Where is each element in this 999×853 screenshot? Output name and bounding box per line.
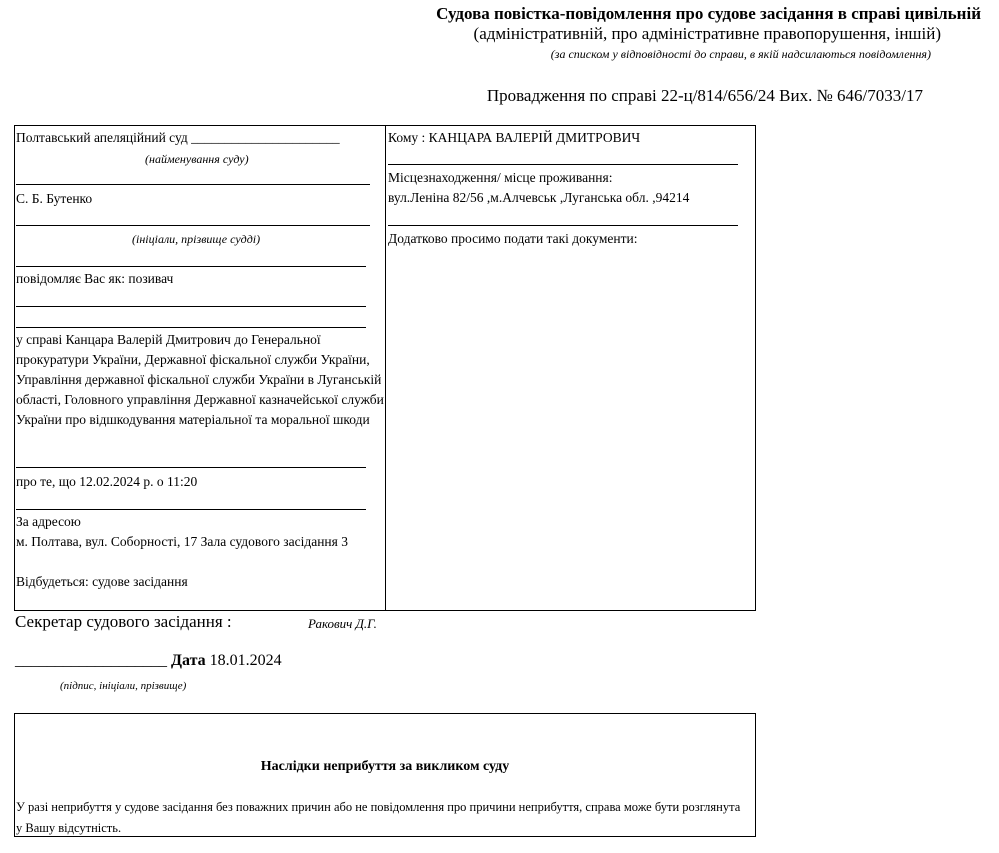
hearing-address: м. Полтава, вул. Соборності, 17 Зала судового засідання 3: [16, 534, 348, 549]
court-caption: (найменування суду): [145, 152, 249, 166]
consequences-box: [14, 713, 756, 837]
recipient-location: вул.Леніна 82/56 ,м.Алчевськ ,Луганська обл. ,94214: [388, 190, 690, 205]
judge-name: С. Б. Бутенко: [16, 191, 93, 206]
notify-role: повідомляє Вас як: позивач: [16, 271, 174, 286]
requested-documents: Додатково просимо подати такі документи:: [388, 231, 638, 246]
case-description: у справі Канцара Валерій Дмитрович до Генеральної прокуратури України, Державної фіскальної служби України, Управління державної фіскальної служби України в Луганській області, Головного управління Державної казначейської служби України про відшкодування матеріальної та моральної шкоди: [16, 332, 384, 427]
divider-line: [16, 184, 370, 185]
hearing-datetime: про те, що 12.02.2024 р. о 11:20: [16, 474, 198, 489]
recipient-name: Кому : КАНЦАРА ВАЛЕРІЙ ДМИТРОВИЧ: [388, 130, 641, 145]
document-subtitle: (адміністративній, про адміністративне правопорушення, іншій): [473, 24, 941, 43]
divider-line: [16, 225, 370, 226]
divider-line: [16, 467, 366, 468]
divider-line: [16, 306, 366, 307]
divider-line: [388, 225, 738, 226]
signature-blank: ___________________: [15, 652, 167, 669]
event-type: Відбудеться: судове засідання: [16, 574, 188, 589]
divider-line: [16, 266, 366, 267]
judge-caption: (ініціали, прізвище судді): [132, 232, 261, 246]
address-label: За адресою: [16, 514, 81, 529]
date-label: Дата: [171, 652, 206, 669]
location-label: Місцезнаходження/ місце проживання:: [388, 170, 613, 185]
signature-date-line: [15, 652, 282, 670]
divider-line: [16, 509, 366, 510]
consequences-title: Наслідки неприбуття за викликом суду: [260, 759, 510, 774]
consequences-text: У разі неприбуття у судове засідання без поважних причин або не повідомлення про причини неприбуття, справа може бути розглянута у Вашу відсутність.: [16, 800, 741, 835]
date-value: 18.01.2024: [209, 652, 282, 669]
document-title: Судова повістка-повідомлення про судове засідання в справі цивільній: [436, 4, 981, 23]
document-note: (за списком у відповідності до справи, в якій надсилаються повідомлення): [550, 47, 931, 61]
divider-line: [16, 327, 366, 328]
divider-line: [388, 164, 738, 165]
case-number-line: Провадження по справі 22-ц/814/656/24 Вих. № 646/7033/17: [486, 86, 923, 105]
secretary-name: Ракович Д.Г.: [308, 616, 377, 631]
summons-table: [14, 125, 756, 611]
court-name: Полтавський апеляційний суд ______________________: [16, 130, 340, 145]
signature-caption: (підпис, ініціали, прізвище): [60, 680, 187, 692]
column-divider: [385, 126, 386, 610]
secretary-label: Секретар судового засідання :: [15, 612, 232, 631]
